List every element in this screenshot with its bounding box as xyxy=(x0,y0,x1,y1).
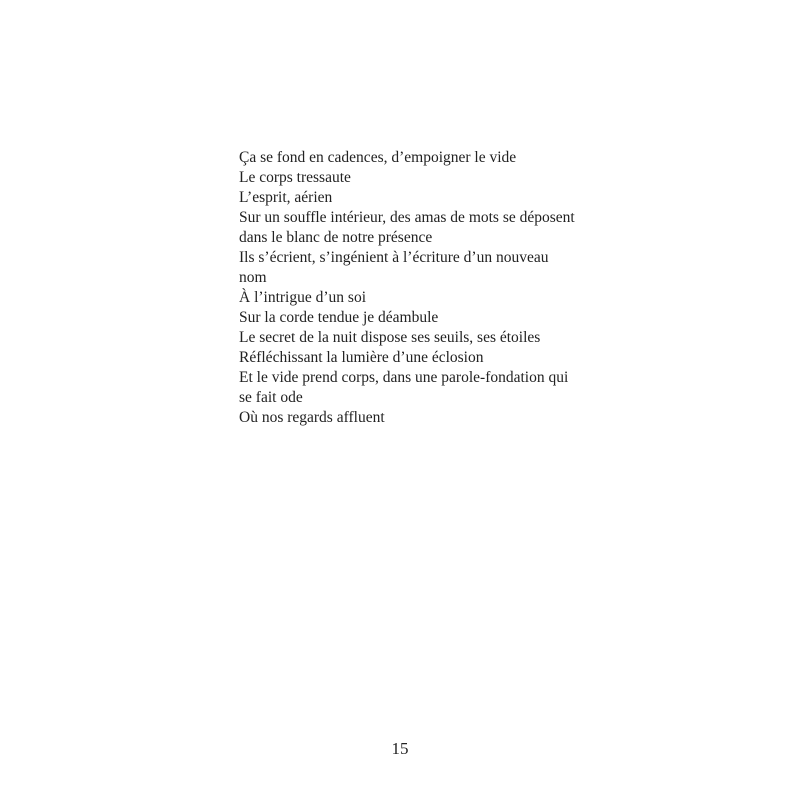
page-number: 15 xyxy=(391,739,409,758)
poem-line: Ils s’écrient, s’ingénient à l’écriture d’un nouveau nom xyxy=(239,249,549,286)
poem-line: Le secret de la nuit dispose ses seuils, ses étoiles xyxy=(239,329,541,346)
poem-line: Et le vide prend corps, dans une parole-fondation qui se fait ode xyxy=(239,369,569,406)
poem-line: L’esprit, aérien xyxy=(239,189,333,206)
poem-line: Ça se fond en cadences, d’empoigner le vide xyxy=(239,149,517,166)
poem-line: À l’intrigue d’un soi xyxy=(239,289,366,306)
poem-line: Où nos regards affluent xyxy=(239,409,385,426)
poem-body xyxy=(239,148,579,428)
poem-line: Sur un souffle intérieur, des amas de mots se déposent dans le blanc de notre présence xyxy=(239,209,575,246)
poem-line: Réfléchissant la lumière d’une éclosion xyxy=(239,349,484,366)
poem-line: Le corps tressaute xyxy=(239,169,351,186)
poem-line: Sur la corde tendue je déambule xyxy=(239,309,439,326)
